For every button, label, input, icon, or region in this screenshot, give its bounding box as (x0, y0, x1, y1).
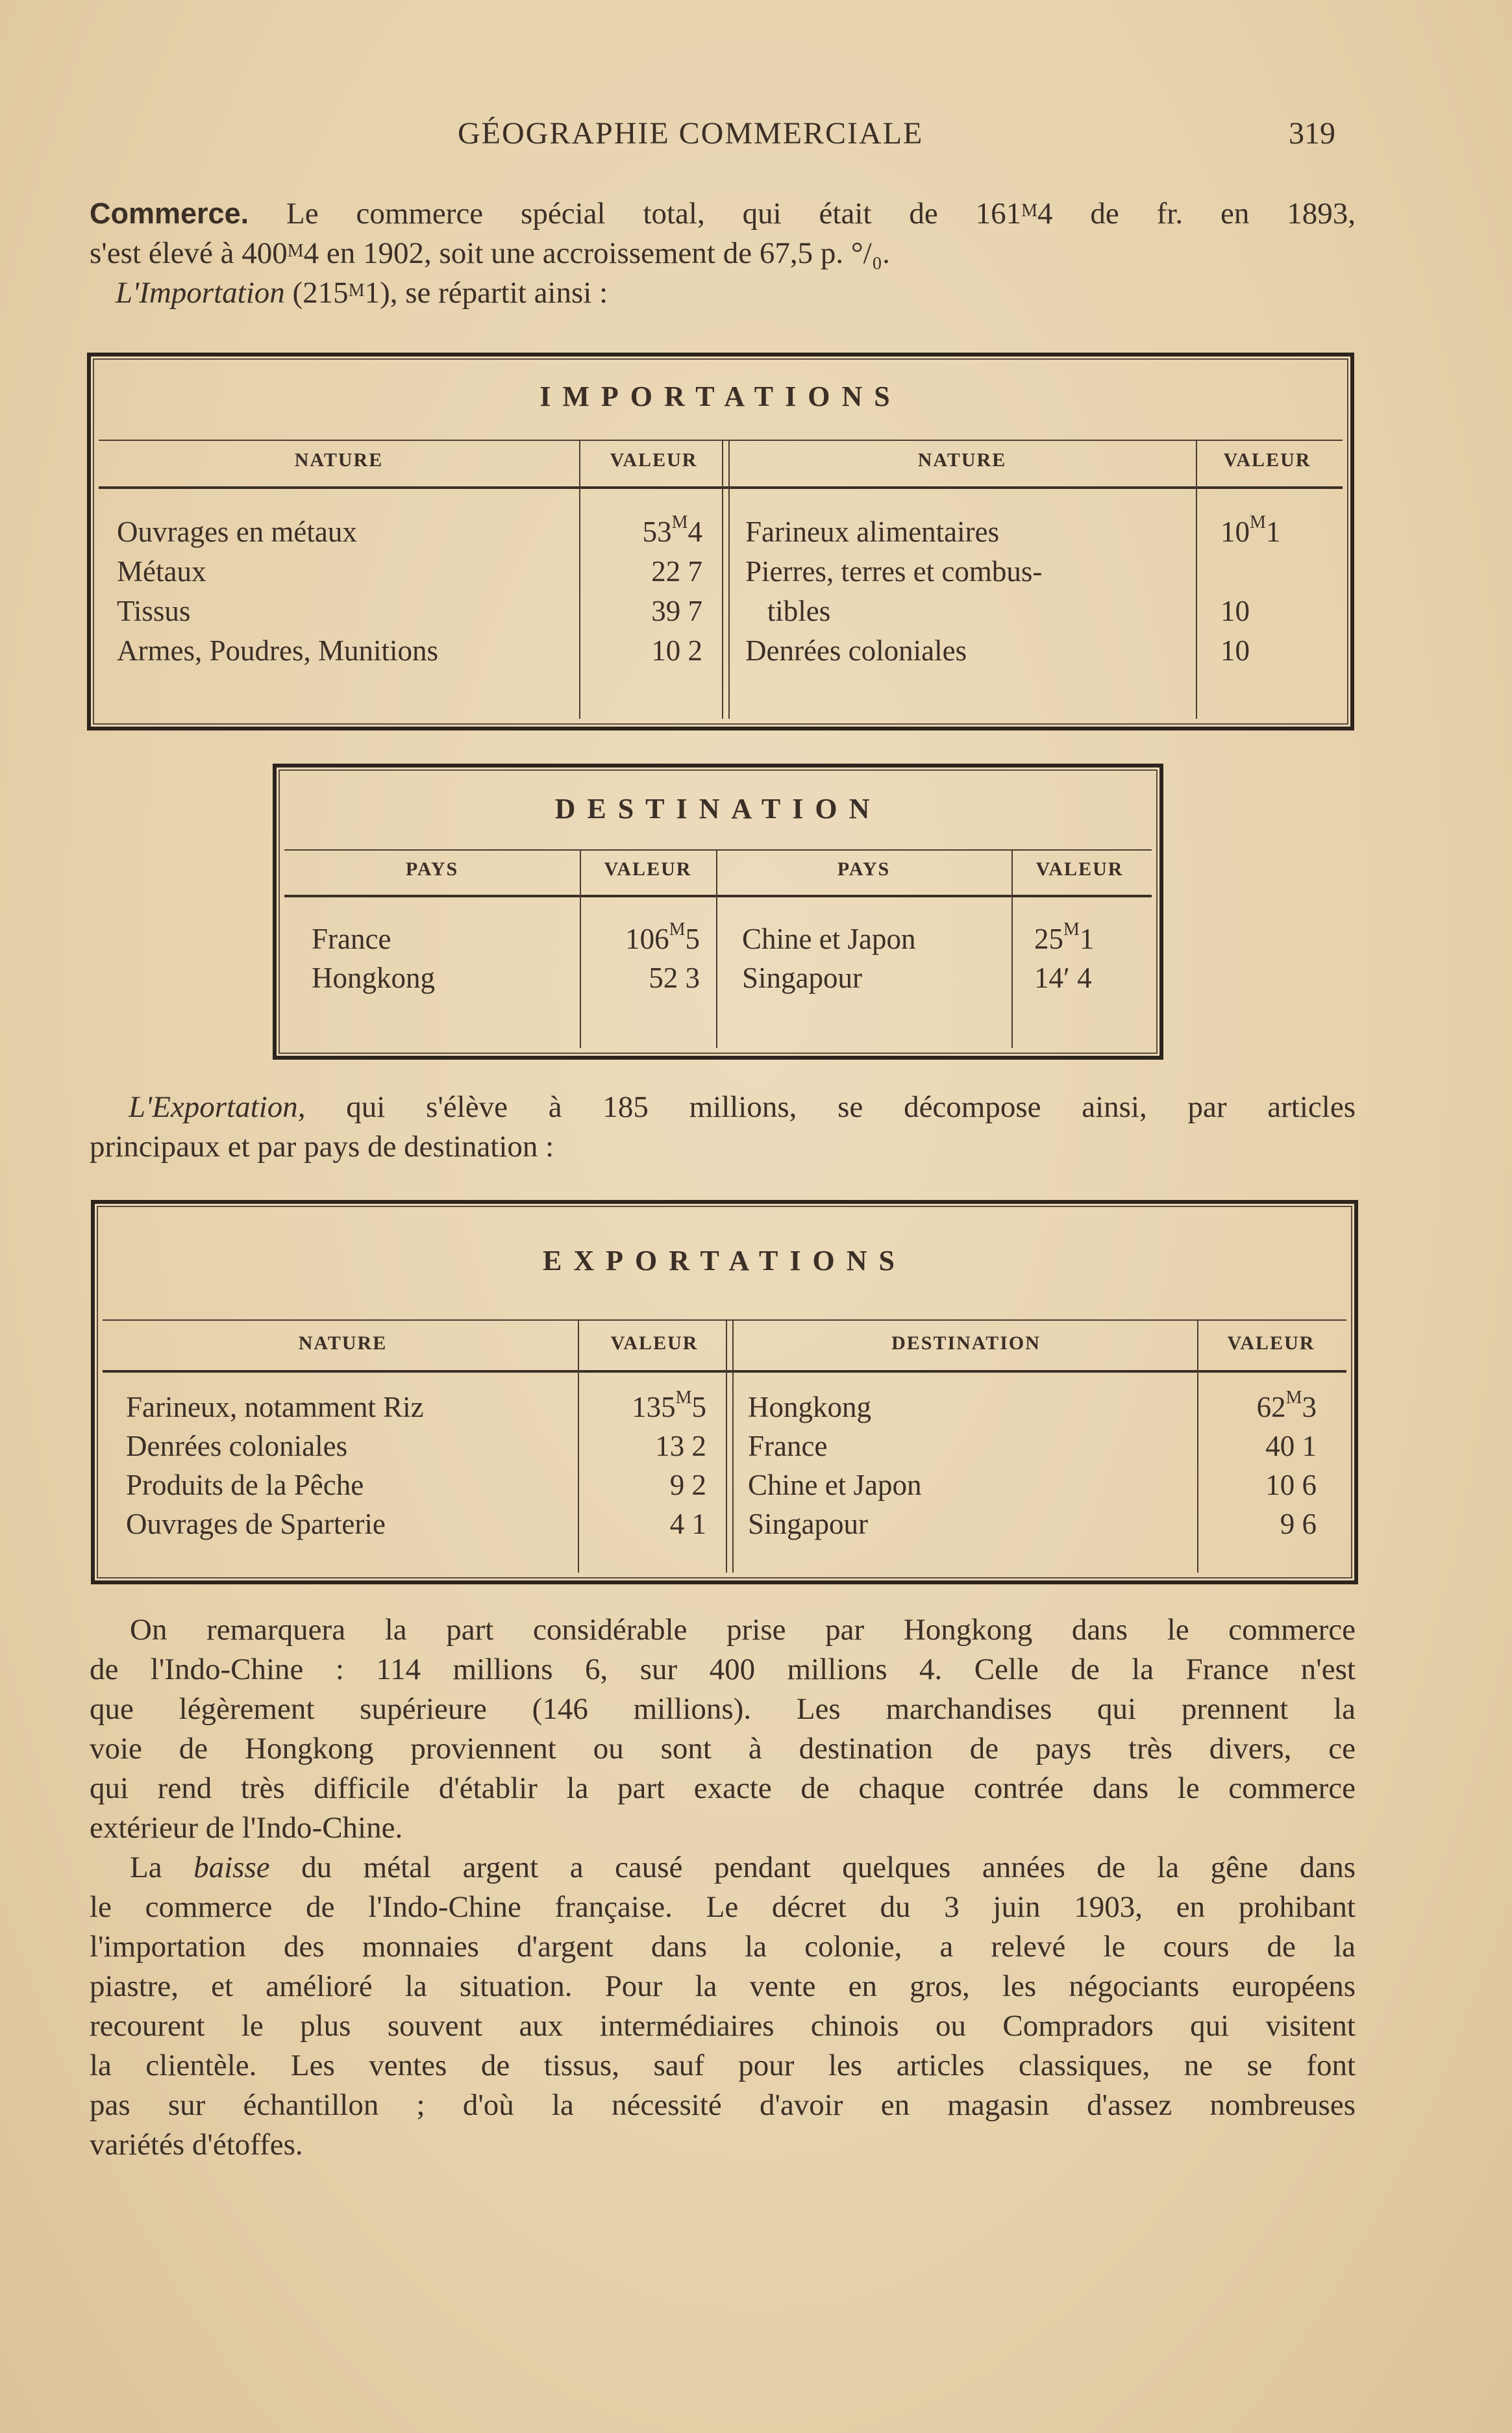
table-row-nature: Denrées coloniales (745, 634, 967, 667)
text-line: que légèrement supérieure (146 millions). Les marchandises qui prennent la (90, 1692, 1356, 1726)
exportations-table (91, 1200, 1358, 1584)
intro-paragraph (90, 193, 1356, 313)
table-row-nature: Farineux alimentaires (745, 516, 1000, 548)
table-row-value: $62^M3$ (1256, 1388, 1317, 1423)
table-row-pays: France (312, 923, 391, 955)
table-row-value: $25^M1$ (1034, 919, 1095, 955)
table-row-value: $53^M4$ (642, 512, 702, 548)
text-line: variétés d'étoffes. (90, 2128, 303, 2162)
running-header (0, 116, 1512, 161)
table-row-value: $135^M5$ (632, 1388, 706, 1423)
importations-title: IMPORTATIONS (539, 381, 902, 412)
table-row-value: 10 6 (1265, 1469, 1317, 1501)
header-rule-top (99, 440, 1343, 441)
col-header-pays-2: PAYS (837, 858, 891, 880)
col-divider (726, 1319, 727, 1573)
text-line: la clientèle. Les ventes de tissus, sauf pour les articles classiques, ne se font (90, 2049, 1356, 2082)
export-intro-paragraph (90, 1088, 1356, 1167)
text-line: de l'Indo-Chine : 114 millions 6, sur 400 millions 4. Celle de la France n'est (90, 1653, 1356, 1686)
body-paragraph-1 (90, 1610, 1356, 1848)
table-row-nature: Produits de la Pêche (126, 1469, 364, 1501)
text-line: pas sur échantillon ; d'où la nécessité d'avoir en magasin d'assez nombreuses (90, 2088, 1356, 2122)
table-row-destination: France (748, 1430, 828, 1462)
header-rule-bottom (284, 895, 1152, 897)
intro-line-3: L'Importation $(215^M1)$, se répartit ainsi : (116, 276, 608, 310)
running-title: GÉOGRAPHIE COMMERCIALE (458, 116, 924, 151)
table-row-value: 39 7 (651, 595, 702, 627)
col-header-valeur-2: VALEUR (1223, 449, 1311, 471)
col-header-valeur-1: VALEUR (610, 1332, 699, 1354)
text-line: extérieur de l'Indo-Chine. (90, 1811, 403, 1845)
col-divider (578, 1319, 579, 1573)
table-row-value: 40 1 (1265, 1430, 1317, 1462)
table-row-pays: Chine et Japon (742, 923, 916, 955)
col-divider (716, 849, 717, 1048)
col-divider (722, 440, 723, 719)
table-row-value: 13 2 (655, 1430, 706, 1462)
export-intro-line-2: principaux et par pays de destination : (90, 1130, 554, 1164)
col-divider (728, 440, 730, 719)
table-row-nature: Pierres, terres et combus- (745, 555, 1043, 588)
table-row-value: 10 (1221, 634, 1250, 667)
table-row-pays: Singapour (742, 962, 862, 994)
table-row-value: $106^M5$ (625, 919, 700, 955)
table-row-nature: Farineux, notamment Riz (126, 1391, 424, 1423)
export-intro-line-1: L'Exportation, qui s'élève à 185 millions, se décompose ainsi, par articles (129, 1090, 1356, 1124)
text-line: recourent le plus souvent aux intermédiaires chinois ou Compradors qui visitent (90, 2009, 1356, 2043)
table-row-nature: Ouvrages de Sparterie (126, 1508, 386, 1540)
text-line: qui rend très difficile d'établir la part exacte de chaque contrée dans le commerce (90, 1771, 1356, 1805)
table-row-value: 4 1 (669, 1508, 706, 1540)
body-paragraph-2 (90, 1848, 1356, 2165)
table-row-value: 10 (1221, 595, 1250, 627)
table-row-nature: tibles (745, 595, 831, 627)
destination-table (273, 764, 1163, 1060)
col-header-nature-2: NATURE (917, 449, 1007, 471)
table-row-nature: Denrées coloniales (126, 1430, 348, 1462)
table-row-pays: Hongkong (312, 962, 435, 994)
col-divider (1197, 1319, 1198, 1573)
table-row-destination: Chine et Japon (748, 1469, 922, 1501)
exportations-title: EXPORTATIONS (543, 1245, 906, 1277)
table-row-value: 9 6 (1280, 1508, 1317, 1540)
intro-line-1: Commerce. Le commerce spécial total, qui était de $161^M4$ de fr. en 1893, (90, 197, 1356, 231)
col-header-valeur-1: VALEUR (610, 449, 698, 471)
table-row-nature: Ouvrages en métaux (117, 516, 357, 548)
header-rule-bottom (103, 1370, 1346, 1373)
header-rule-top (284, 849, 1152, 851)
col-header-valeur-2: VALEUR (1227, 1332, 1315, 1354)
header-rule-top (103, 1319, 1346, 1321)
text-line: le commerce de l'Indo-Chine française. Le décret du 3 juin 1903, en prohibant (90, 1890, 1356, 1924)
text-line: On remarquera la part considérable prise par Hongkong dans le commerce (130, 1613, 1356, 1647)
col-divider (1196, 440, 1197, 719)
table-row-value: 10 2 (651, 634, 702, 667)
table-row-destination: Hongkong (748, 1391, 871, 1423)
col-divider (732, 1319, 734, 1573)
col-header-destination: DESTINATION (891, 1332, 1041, 1354)
table-row-value: 52 3 (649, 962, 700, 994)
table-row-value: $10^M1$ (1221, 512, 1281, 548)
table-row-nature: Armes, Poudres, Munitions (117, 634, 438, 667)
page-number: 319 (1289, 116, 1335, 151)
importations-table (87, 353, 1354, 730)
table-row-value: 9 2 (669, 1469, 706, 1501)
text-line: l'importation des monnaies d'argent dans la colonie, a relevé le cours de la (90, 1930, 1356, 1964)
table-row-nature: Tissus (117, 595, 191, 627)
col-header-valeur-2: VALEUR (1035, 858, 1124, 880)
table-row-destination: Singapour (748, 1508, 868, 1540)
col-divider (1011, 849, 1013, 1048)
table-row-value: 22 7 (651, 555, 702, 588)
destination-title: DESTINATION (554, 793, 882, 825)
table-row-nature: Métaux (117, 555, 206, 588)
text-line: piastre, et amélioré la situation. Pour la vente en gros, les négociants européens (90, 1969, 1356, 2003)
col-header-nature-1: NATURE (294, 449, 384, 471)
col-header-valeur-1: VALEUR (604, 858, 692, 880)
text-line: La baisse du métal argent a causé pendant quelques années de la gêne dans (130, 1851, 1356, 1884)
section-lead: Commerce. (90, 197, 249, 230)
intro-line-2: s'est élevé à $400^M4$ en 1902, soit une accroissement de 67,5 p. °/₀. (90, 236, 890, 270)
header-rule-bottom (99, 486, 1343, 489)
text-line: voie de Hongkong proviennent ou sont à destination de pays très divers, ce (90, 1732, 1356, 1765)
col-header-pays-1: PAYS (405, 858, 459, 880)
table-row-value: 14ʹ 4 (1034, 962, 1092, 994)
col-header-nature: NATURE (298, 1332, 388, 1354)
